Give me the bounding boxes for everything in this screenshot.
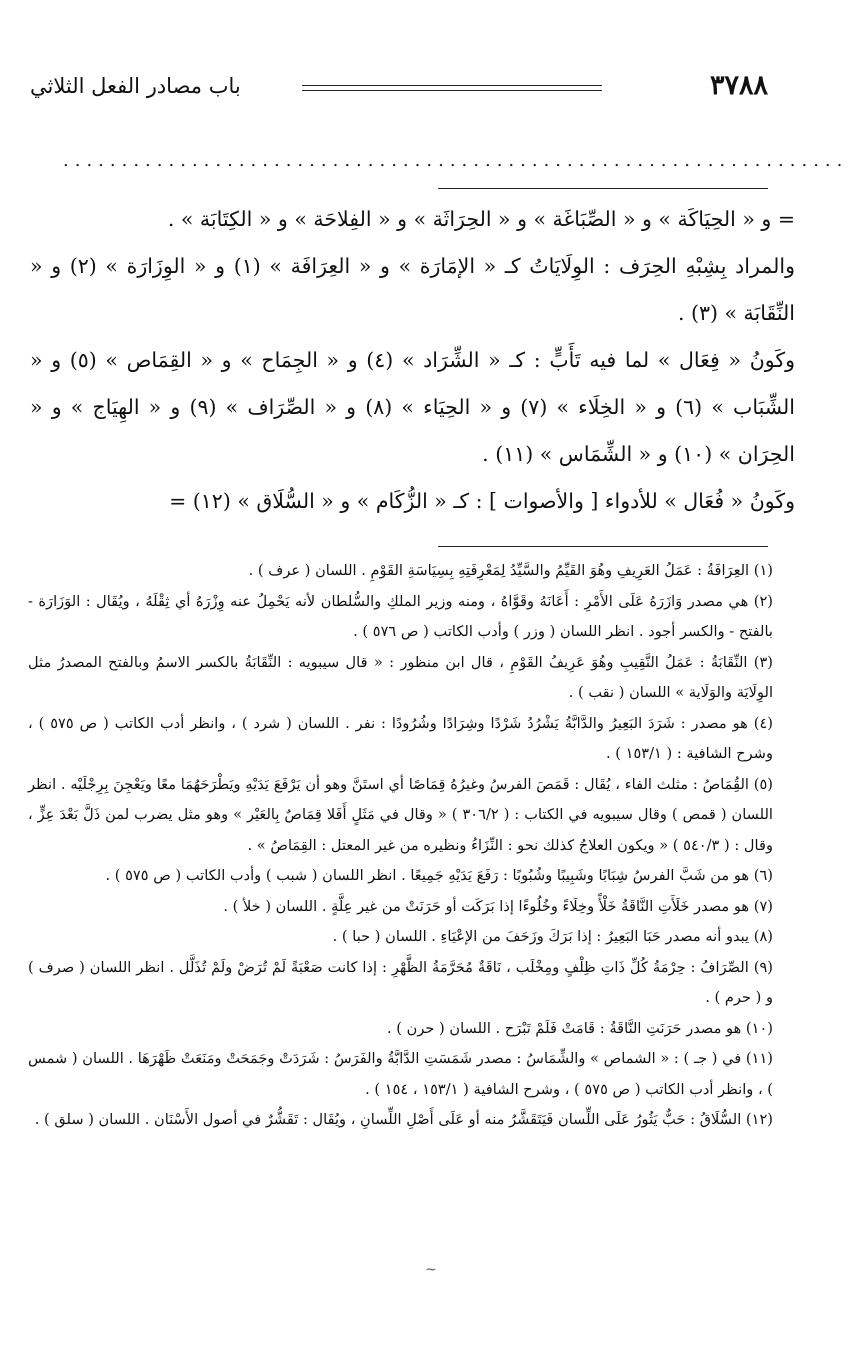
running-title: باب مصادر الفعل الثلاثي xyxy=(30,74,241,98)
footnote: (٢) هي مصدر وَازَرَهُ عَلَى الأَمْرِ : أَعَانَهُ وقَوَّاهُ ، ومنه وزير الملكِ والسُّلطان لأنه يَحْمِلُ عنه وِزْرَهُ أي ثِقْلَهُ ، ويُقَال : الوَزَارَة - بالفتح - والكسر أجود . انظر اللسان ( وزر ) وأدب الكاتب ( ص ٥٧٦ ) . xyxy=(28,592,773,640)
footnote-rule xyxy=(438,546,768,547)
footnote: (٦) هو من شَبَّ الفرسُ شِبَابًا وشَبِيبًا وشُبُوبًا : رَفَعَ يَدَيْهِ جَمِيعًا . انظر اللسان ( شبب ) وأدب الكاتب ( ص ٥٧٥ ) . xyxy=(105,867,773,884)
dotted-separator: ................................................................... xyxy=(63,150,849,171)
main-text xyxy=(30,196,795,525)
header-rule xyxy=(302,90,602,91)
footnote: (٧) هو مصدر خَلَأَتِ النَّاقَةُ خَلْأً وخِلَاءً وخُلُوءًا إذا بَرَكَت أو حَرَنَتْ من غير عِلَّةٍ . اللسان ( خلأ ) . xyxy=(223,897,773,915)
footnote: (٥) القُِمَاصُ : مثلث الفاء ، يُقَال : قَمَصَ الفرسُ وغيرُهُ قِمَاصًا أي استَنَّ وهو أن يَرْفَعَ يَدَيْهِ ويَطْرَحَهُمَا معًا ويَعْجِنَ بِرِجْلَيْه . انظر اللسان ( قمص ) وقال سيبويه في الكتاب : ( ٣٠٦/٢ ) « وقال في مَثَلٍ أَفَلا قِمَاصٌ بِالعَيْر » وهو مثل يضرب لمن ذَلَّ بَعْدَ عِزٍّ ، وقال : ( ٥٤٠/٣ ) « ويكون العلاجُ كذلك نحو : النِّزَاءُ ونظيره من غير المعتل : القِمَاصُ » . xyxy=(28,775,773,854)
footnote: (٤) هو مصدر : شَرَدَ البَعِيرُ والدَّابَّةُ يَشْرُدُ شَرْدًا وشِرَادًا وشُرُودًا : نفر . اللسان ( شرد ) ، وانظر أدب الكاتب ( ص ٥٧٥ ) ، وشرح الشافية : ( ١٥٣/١ ) . xyxy=(28,714,773,762)
header-rule xyxy=(302,85,602,86)
main-paragraph: وكَونُ « فِعَال » لما فيه تَأَبٍّ : كـ « الشِّرَاد » (٤) و « الجِمَاح » و « القِمَاص » (٥) و « الشِّبَاب » (٦) و « الخِلَاء » (٧) و « الحِيَاء » (٨) و « الصِّرَاف » (٩) و « الهِيَاج » و « الحِرَان » (١٠) و « الشِّمَاس » (١١) . xyxy=(30,348,795,466)
page-number: ٣٧٨٨ xyxy=(709,70,768,101)
main-paragraph: والمراد بِشِبْهِ الحِرَف : الوِلَايَاتُ كـ « الإمَارَة » و « العِرَافَة » (١) و « الوِزَارَة » (٢) و « النِّقَابَة » (٣) . xyxy=(30,254,795,325)
footnote: (١٠) هو مصدر حَرَنَتِ النَّاقَةُ : قَامَتْ فَلَمْ تَبْرَح . اللسان ( حرن ) . xyxy=(387,1019,773,1037)
page-header xyxy=(30,70,768,104)
footnotes xyxy=(28,556,773,1136)
footnote: (٨) يبدو أنه مصدر حَبَا البَعِيرُ : إذا بَرَكَ وزَحَفَ من الإعْيَاءِ . اللسان ( حبا ) . xyxy=(332,928,773,945)
footnote: (١٢) السُّلَاقُ : حَبٌّ يَثُورُ عَلَى اللِّسان فَيَتَقَشَّرُ منه أو عَلَى أَصْلِ اللِّسانِ ، ويُقَال : تَقَشُّرٌ في أصول الأَسْنَان . اللسان ( سلق ) . xyxy=(34,1111,773,1128)
footnote: (١١) في ( جـ ) : « الشماص » والشِّمَاسُ : مصدر شَمَسَتِ الدَّابَّةُ والفَرَسُ : شَرَدَتْ وجَمَحَتْ ومَنَعَتْ ظَهْرَهَا . اللسان ( شمس ) ، وانظر أدب الكاتب ( ص ٥٧٥ ) ، وشرح الشافية ( ١٥٣/١ ، ١٥٤ ) . xyxy=(28,1050,773,1098)
footnote: (٩) الصِّرَافُ : حِرْمَةُ كُلِّ ذَاتِ ظِلْفٍ ومِخْلَب ، نَاقَةٌ مُحَرَّمَةُ الظَّهْرِ : إذا كانت صَعْبَةً لَمْ تُرَضْ ولَمْ تُذَلَّل . انظر اللسان ( صرف ) و ( حرم ) . xyxy=(28,958,773,1006)
page-mark: ~ xyxy=(425,1262,437,1278)
section-rule xyxy=(438,188,768,189)
footnote: (٣) النِّقَابَةُ : عَمَلُ النَّقِيبِ وهُوَ عَرِيفُ القَوْمِ ، قال ابن منظور : « قال سيبويه : النِّقَابَةُ بالكسر الاسمُ وبالفتح المصدرُ مثل الوِلَايَة والوَلَاية » اللسان ( نقب ) . xyxy=(28,653,773,701)
footnote: (١) العِرَافَةُ : عَمَلُ العَرِيفِ وهُوَ القَيِّمُ والسَّيِّدُ لِمَعْرِفَتِهِ بِسِيَاسَةِ القَوْمِ . اللسان ( عرف ) . xyxy=(248,562,773,579)
main-paragraph: وكَونُ « فُعَال » للأدواء [ والأصوات ] : كـ « الزُّكَام » و « السُّلَاق » (١٢) = xyxy=(169,489,795,513)
main-paragraph: = و « الحِيَاكَة » و « الصِّبَاغَة » و « الحِرَاثَة » و « الفِلاحَة » و « الكِتَابَة » . xyxy=(167,207,795,231)
